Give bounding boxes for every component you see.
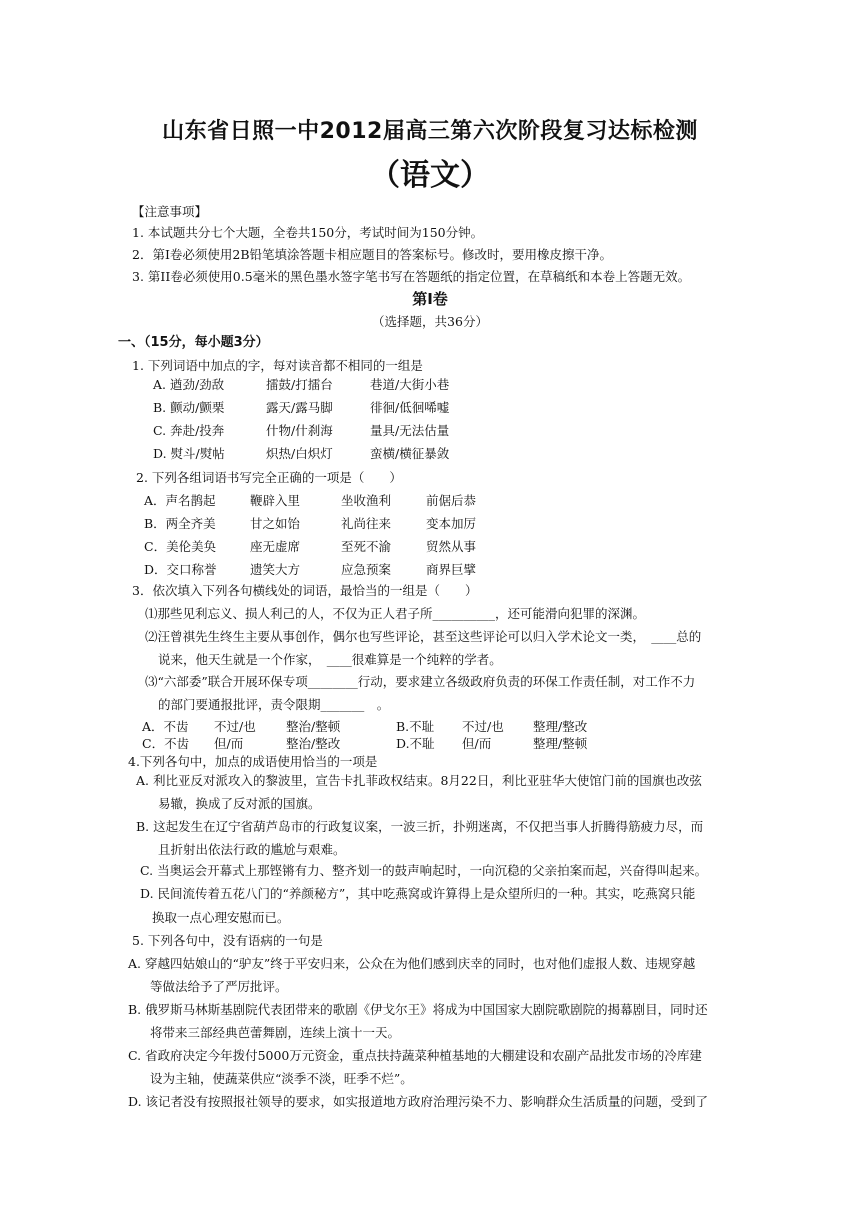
q1-option-c-3: 量具/无法估量 — [370, 423, 450, 438]
q3-option-d-1: D.不耻 — [396, 736, 435, 751]
q3-option-d-3: 整理/整顿 — [533, 736, 588, 751]
q3-sentence-2a: ⑵汪曾祺先生终生主要从事创作，偶尔也写些评论，甚至这些评论可以归入学术论文一类， ____总的 — [145, 629, 702, 644]
q1-option-d-3: 蛮横/横征暴敛 — [370, 446, 450, 461]
q3-option-a-2: 不过/也 — [214, 719, 256, 734]
q2-option-a-1: A．声名鹊起 — [144, 493, 216, 508]
q5-option-c-line2: 设为主轴，使蔬菜供应“淡季不淡，旺季不烂”。 — [150, 1071, 413, 1086]
q2-option-d-4: 商界巨擘 — [426, 562, 477, 577]
q2-option-c-4: 贸然从事 — [426, 539, 477, 554]
q2-option-a-2: 鞭辟入里 — [250, 493, 301, 508]
q3-option-a-1: A．不齿 — [142, 719, 189, 734]
notice-item-1: 1. 本试题共分七个大题，全卷共150分，考试时间为150分钟。 — [132, 225, 484, 240]
q2-option-d-3: 应急预案 — [341, 562, 392, 577]
q3-sentence-3a: ⑶“六部委”联合开展环保专项________行动，要求建立各级政府负责的环保工作责任制，对工作不力 — [145, 674, 696, 689]
q4-option-d-line2: 换取一点心理安慰而已。 — [152, 910, 290, 925]
q2-option-b-3: 礼尚往来 — [341, 516, 392, 531]
q4-option-b-line1: B. 这起发生在辽宁省葫芦岛市的行政复议案，一波三折，扑朔迷离，不仅把当事人折腾得筋疲力尽，而 — [136, 819, 704, 834]
q3-option-c-3: 整治/整改 — [286, 736, 341, 751]
q3-option-b-1: B.不耻 — [396, 719, 435, 734]
q3-option-d-2: 但/而 — [462, 736, 492, 751]
q1-option-b-3: 徘徊/低徊唏嘘 — [370, 400, 450, 415]
q4-option-a-line2: 易辙，换成了反对派的国旗。 — [158, 796, 321, 811]
q3-stem: 3．依次填入下列各句横线处的词语，最恰当的一组是（ ） — [132, 583, 478, 598]
q1-option-d-1: D. 熨斗/熨帖 — [153, 446, 225, 461]
q1-option-c-1: C. 奔赴/投奔 — [153, 423, 225, 438]
q4-option-c-line1: C. 当奥运会开幕式上那铿锵有力、整齐划一的鼓声响起时，一向沉稳的父亲拍案而起，兴奋得叫起来。 — [140, 863, 708, 878]
q2-option-b-1: B．两全齐美 — [144, 516, 216, 531]
q2-option-d-2: 遗笑大方 — [250, 562, 301, 577]
notice-item-2: 2．第Ⅰ卷必须使用2B铅笔填涂答题卡相应题目的答案标号。修改时，要用橡皮擦干净。 — [132, 247, 613, 262]
q2-stem: 2. 下列各组词语书写完全正确的一项是（ ） — [136, 470, 402, 485]
notice-item-3: 3. 第II卷必须使用0.5毫米的黑色墨水签字笔书写在答题纸的指定位置，在草稿纸和本卷上答题无效。 — [132, 269, 691, 284]
q5-stem: 5. 下列各句中，没有语病的一句是 — [132, 933, 323, 948]
q3-option-b-3: 整理/整改 — [533, 719, 588, 734]
q5-option-b-line2: 将带来三部经典芭蕾舞剧，连续上演十一天。 — [150, 1025, 401, 1040]
q5-option-a-line2: 等做法给予了严厉批评。 — [150, 979, 288, 994]
q4-option-d-line1: D. 民间流传着五花八门的“养颜秘方”，其中吃燕窝或许算得上是众望所归的一种。其实，吃燕窝只能 — [140, 886, 696, 901]
q1-option-a-2: 擂鼓/打擂台 — [266, 377, 333, 392]
notice-heading: 【注意事项】 — [132, 204, 208, 219]
exam-subject: （语文） — [370, 158, 490, 193]
q1-option-d-2: 炽热/白炽灯 — [266, 446, 333, 461]
q3-sentence-1: ⑴那些见利忘义、损人利己的人，不仅为正人君子所__________，还可能滑向犯罪的深渊。 — [145, 606, 646, 621]
volume-subtitle: （选择题，共36分） — [372, 314, 488, 329]
q1-option-b-1: B. 颤动/颤栗 — [153, 400, 225, 415]
q4-stem: 4.下列各句中，加点的成语使用恰当的一项是 — [128, 754, 378, 769]
q4-option-a-line1: A. 利比亚反对派攻入的黎波里，宣告卡扎菲政权结束。8月22日，利比亚驻华大使馆门前的国旗也改弦 — [136, 773, 702, 788]
q1-stem: 1. 下列词语中加点的字，每对读音都不相同的一组是 — [132, 358, 423, 373]
q5-option-d-line1: D. 该记者没有按照报社领导的要求，如实报道地方政府治理污染不力、影响群众生活质量的问题，受到了 — [128, 1094, 709, 1109]
q5-option-c-line1: C. 省政府决定今年拨付5000万元资金，重点扶持蔬菜种植基地的大棚建设和农副产品批发市场的冷库建 — [128, 1048, 702, 1063]
q2-option-d-1: D．交口称誉 — [144, 562, 217, 577]
q4-option-b-line2: 且折射出依法行政的尴尬与艰难。 — [158, 842, 346, 857]
volume-title: 第Ⅰ卷 — [412, 290, 448, 308]
q3-option-a-3: 整治/整顿 — [286, 719, 341, 734]
q2-option-a-3: 坐收渔利 — [341, 493, 392, 508]
q5-option-a-line1: A. 穿越四姑娘山的“驴友”终于平安归来，公众在为他们感到庆幸的同时，也对他们虚报人数、违规穿越 — [128, 956, 696, 971]
q2-option-b-4: 变本加厉 — [426, 516, 477, 531]
q2-option-c-3: 至死不渝 — [341, 539, 392, 554]
q3-sentence-3b: 的部门要通报批评，责令限期_______ 。 — [158, 697, 390, 712]
q3-option-c-2: 但/而 — [214, 736, 244, 751]
q2-option-c-2: 座无虚席 — [250, 539, 301, 554]
q1-option-a-1: A. 遒劲/劲敌 — [153, 377, 225, 392]
q1-option-c-2: 什物/什刹海 — [266, 423, 333, 438]
q2-option-b-2: 甘之如饴 — [250, 516, 301, 531]
q5-option-b-line1: B. 俄罗斯马林斯基剧院代表团带来的歌剧《伊戈尔王》将成为中国国家大剧院歌剧院的揭幕剧目，同时还 — [128, 1002, 708, 1017]
q1-option-a-3: 巷道/大街小巷 — [370, 377, 450, 392]
section-heading: 一、（15分，每小题3分） — [118, 335, 269, 350]
q2-option-a-4: 前倨后恭 — [426, 493, 477, 508]
q3-option-c-1: C．不齿 — [142, 736, 190, 751]
q2-option-c-1: C．美伦美奂 — [144, 539, 217, 554]
exam-title: 山东省日照一中2012届高三第六次阶段复习达标检测 — [162, 119, 698, 144]
q3-sentence-2b: 说来，他天生就是一个作家， ____很难算是一个纯粹的学者。 — [158, 652, 502, 667]
q1-option-b-2: 露天/露马脚 — [266, 400, 333, 415]
q3-option-b-2: 不过/也 — [462, 719, 504, 734]
